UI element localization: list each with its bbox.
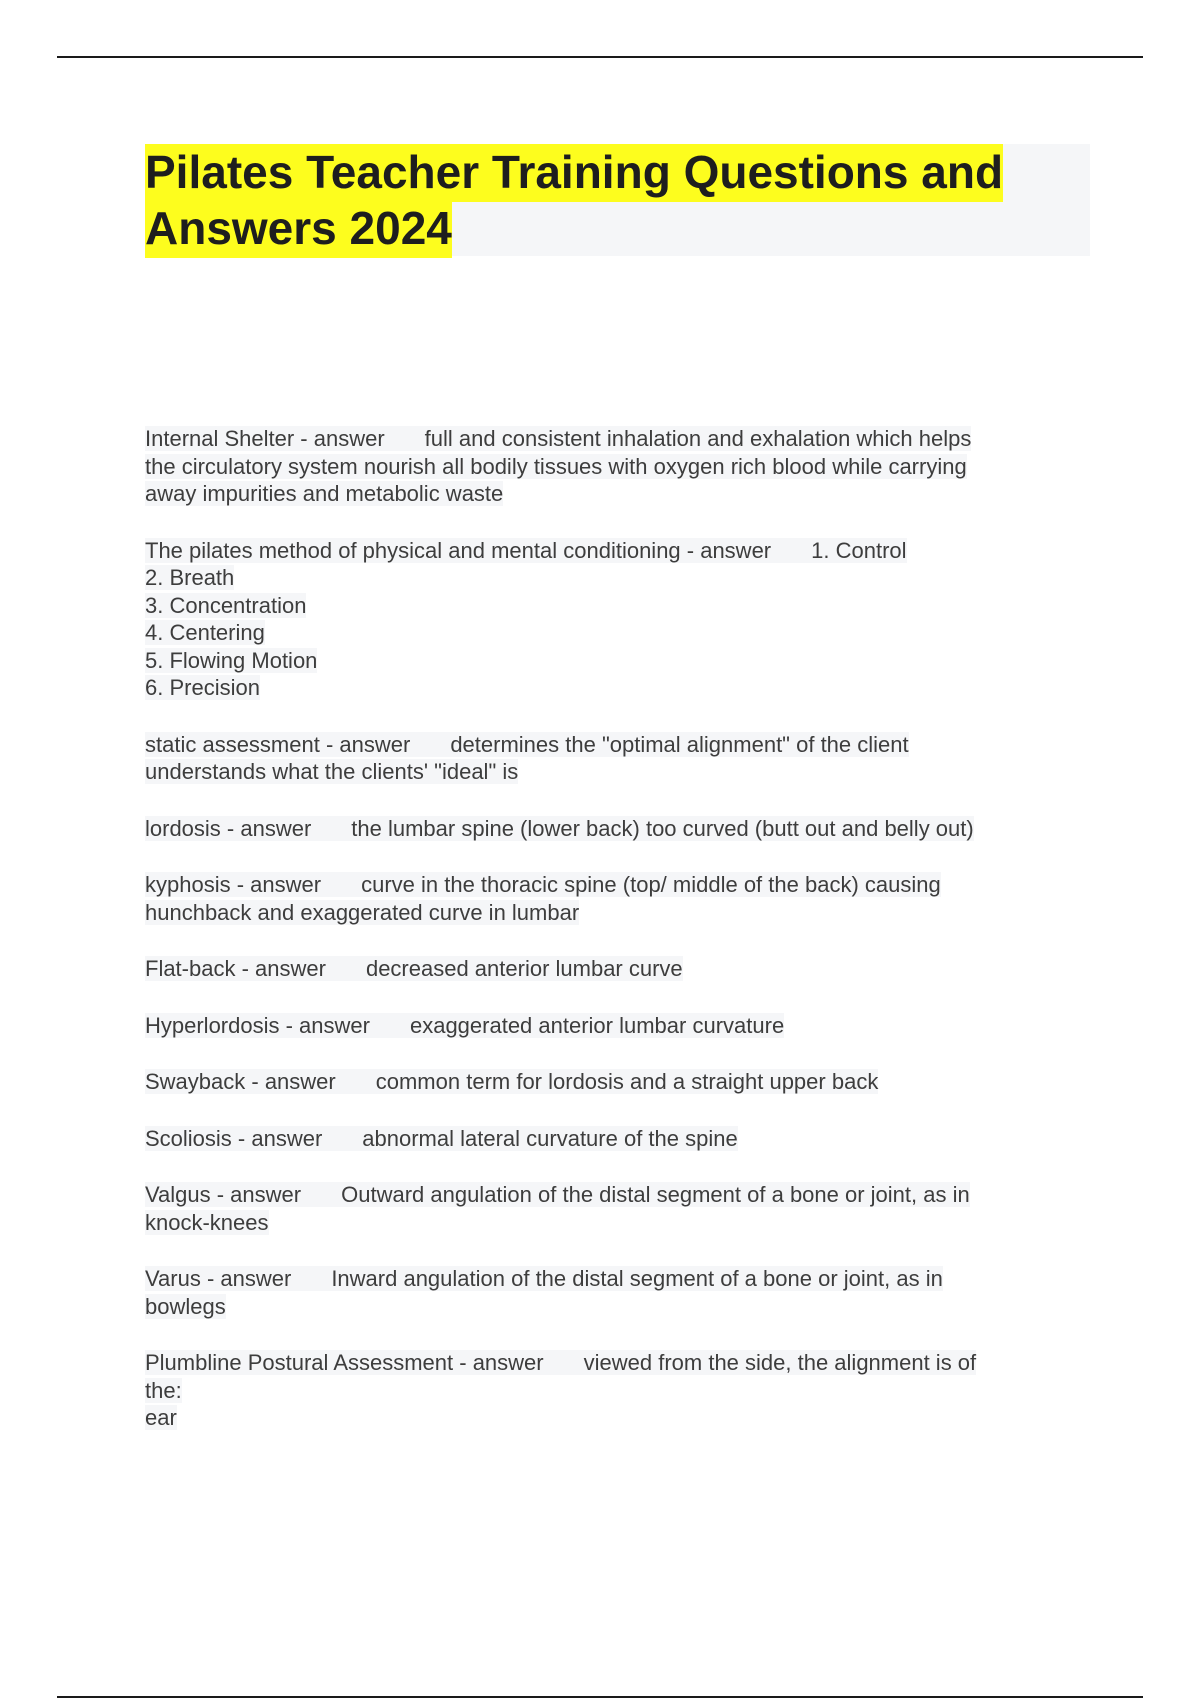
qa-first-line <box>145 1266 943 1291</box>
qa-answer-line: the lumbar spine (lower back) too curved (butt out and belly out) <box>351 815 974 841</box>
qa-continuation-line <box>145 620 265 645</box>
qa-first-line <box>145 732 909 757</box>
qa-answer-line: understands what the clients' "ideal" is <box>145 759 519 784</box>
title-block <box>145 144 1090 256</box>
qa-item <box>145 955 1070 983</box>
qa-item <box>145 1181 1070 1236</box>
qa-item <box>145 815 1070 843</box>
qa-answer-line: Inward angulation of the distal segment of a bone or joint, as in <box>331 1266 943 1291</box>
qa-term: Valgus - answer <box>145 1182 302 1207</box>
qa-answer-line: 5. Flowing Motion <box>145 647 318 673</box>
qa-item <box>145 731 1070 786</box>
qa-answer-line: abnormal lateral curvature of the spine <box>362 1125 738 1151</box>
qa-answer-line: 6. Precision <box>145 675 260 700</box>
bottom-rule <box>57 1696 1143 1698</box>
qa-answer-line: 3. Concentration <box>145 592 307 618</box>
qa-answer-line: exaggerated anterior lumbar curvature <box>409 1012 785 1038</box>
qa-list <box>145 425 1070 1461</box>
qa-continuation-line <box>145 481 503 506</box>
qa-continuation-line <box>145 1405 177 1430</box>
title-line-1: Pilates Teacher Training Questions and <box>145 144 1003 202</box>
qa-answer-line: determines the "optimal alignment" of the client <box>450 731 909 757</box>
qa-term: lordosis - answer <box>145 815 312 841</box>
qa-first-line <box>145 1013 784 1038</box>
qa-term: Internal Shelter - answer <box>145 426 385 451</box>
qa-term: Swayback - answer <box>145 1069 336 1094</box>
qa-first-line <box>145 538 907 563</box>
qa-term: static assessment - answer <box>145 731 411 757</box>
qa-answer-line: curve in the thoracic spine (top/ middle of the back) causing <box>361 872 941 897</box>
qa-term: The pilates method of physical and mental conditioning - answer <box>145 537 772 563</box>
qa-continuation-line <box>145 1294 226 1319</box>
qa-first-line <box>145 426 971 451</box>
qa-answer-line: viewed from the side, the alignment is of <box>583 1350 977 1375</box>
qa-term: Varus - answer <box>145 1266 292 1291</box>
qa-answer-line: the circulatory system nourish all bodily tissues with oxygen rich blood while carrying <box>145 453 967 479</box>
qa-continuation-line <box>145 565 234 590</box>
qa-first-line <box>145 816 974 841</box>
qa-first-line <box>145 1350 976 1375</box>
qa-item <box>145 537 1070 702</box>
qa-answer-line: common term for lordosis and a straight upper back <box>375 1069 879 1094</box>
qa-first-line <box>145 1126 738 1151</box>
qa-first-line <box>145 1069 878 1094</box>
qa-term: Plumbline Postural Assessment - answer <box>145 1350 544 1375</box>
qa-first-line <box>145 956 683 981</box>
qa-item <box>145 1125 1070 1153</box>
qa-continuation-line <box>145 1378 182 1403</box>
qa-item <box>145 871 1070 926</box>
qa-first-line <box>145 1182 970 1207</box>
qa-answer-line: knock-knees <box>145 1209 269 1235</box>
qa-answer-line: decreased anterior lumbar curve <box>365 956 683 981</box>
top-rule <box>57 56 1143 58</box>
qa-continuation-line <box>145 454 967 479</box>
qa-answer-line: ear <box>145 1405 177 1430</box>
qa-item <box>145 1068 1070 1096</box>
qa-continuation-line <box>145 648 317 673</box>
qa-item <box>145 1265 1070 1320</box>
qa-continuation-line <box>145 593 306 618</box>
qa-continuation-line <box>145 900 579 925</box>
qa-term: kyphosis - answer <box>145 872 322 897</box>
qa-answer-line: 2. Breath <box>145 565 235 590</box>
qa-item <box>145 425 1070 508</box>
qa-answer-line: away impurities and metabolic waste <box>145 481 504 506</box>
qa-term: Flat-back - answer <box>145 956 326 981</box>
qa-answer-line: the: <box>145 1377 182 1403</box>
qa-answer-line: bowlegs <box>145 1293 226 1319</box>
qa-item <box>145 1012 1070 1040</box>
qa-term: Hyperlordosis - answer <box>145 1012 370 1038</box>
qa-continuation-line <box>145 1210 269 1235</box>
qa-answer-line: Outward angulation of the distal segment of a bone or joint, as in <box>341 1182 970 1207</box>
qa-continuation-line <box>145 675 260 700</box>
qa-continuation-line <box>145 759 518 784</box>
qa-term: Scoliosis - answer <box>145 1125 323 1151</box>
qa-answer-line: full and consistent inhalation and exhalation which helps <box>424 426 972 451</box>
qa-answer-line: hunchback and exaggerated curve in lumbar <box>145 899 580 925</box>
document-title <box>145 144 1090 256</box>
title-line-2: Answers 2024 <box>145 200 452 258</box>
qa-first-line <box>145 872 941 897</box>
qa-item <box>145 1349 1070 1432</box>
qa-answer-line: 1. Control <box>811 537 907 563</box>
qa-answer-line: 4. Centering <box>145 620 265 645</box>
